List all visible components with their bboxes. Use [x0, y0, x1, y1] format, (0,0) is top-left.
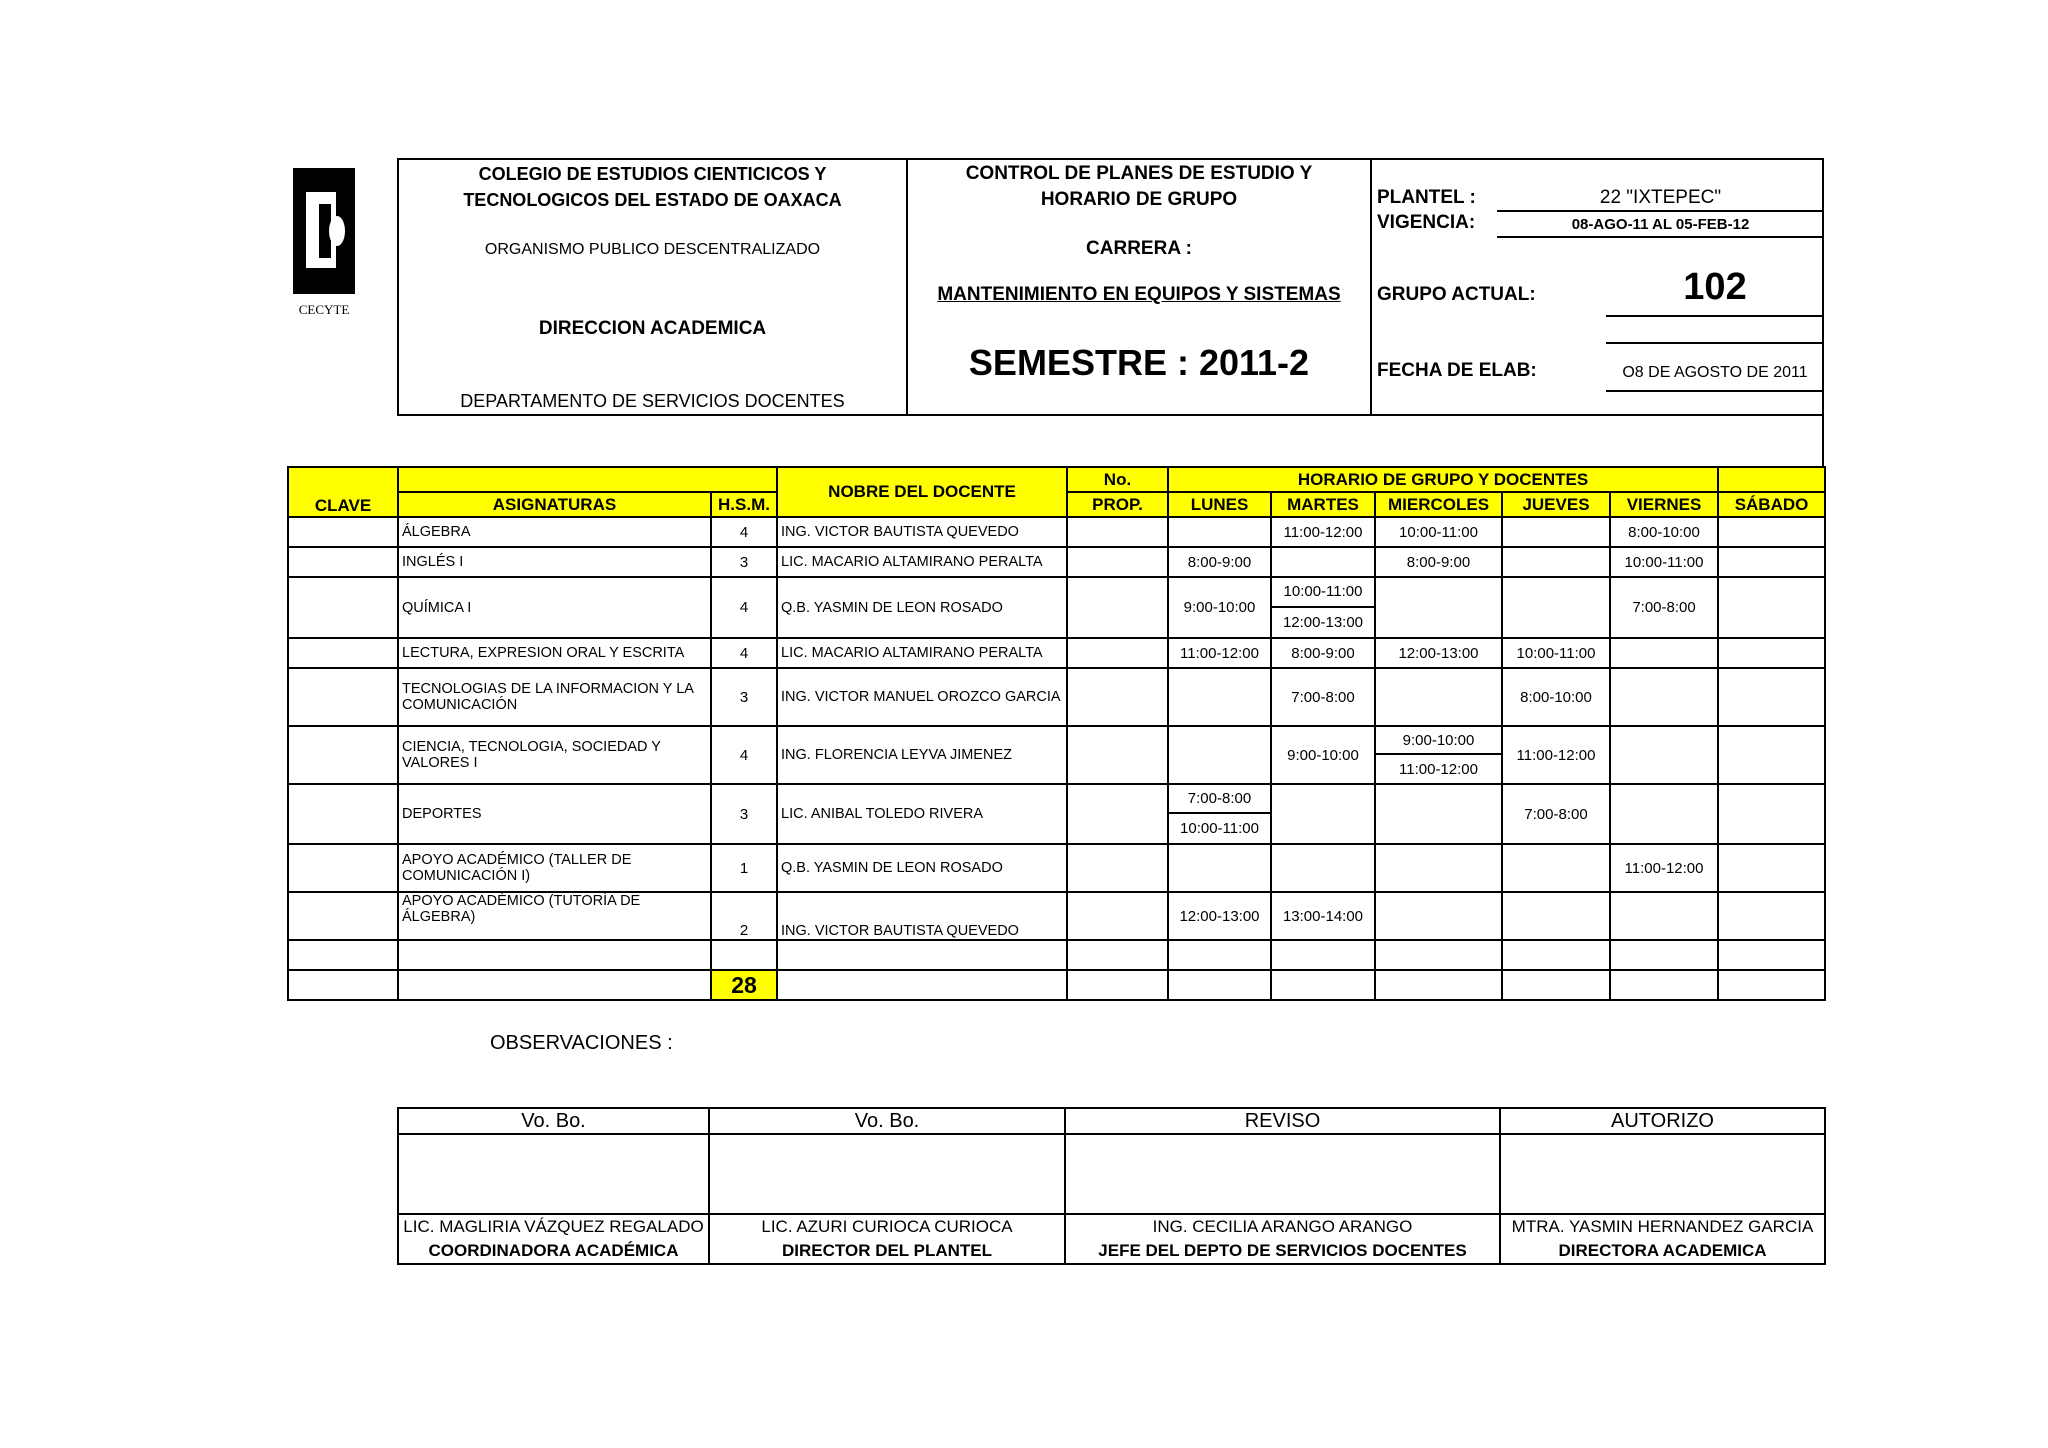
- signature-header: Vo. Bo.: [398, 1108, 709, 1134]
- prop-cell: [1067, 668, 1168, 726]
- jueves-cell: [1502, 892, 1610, 940]
- miercoles-slot-2: 11:00-12:00: [1399, 760, 1478, 778]
- jueves-cell: 7:00-8:00: [1502, 784, 1610, 844]
- lunes-cell: 11:00-12:00: [1168, 638, 1271, 668]
- asignatura-cell: ÁLGEBRA: [398, 517, 711, 547]
- signature-space: [1065, 1134, 1500, 1214]
- header-row-1: [288, 467, 1825, 492]
- clave-cell: [288, 726, 398, 784]
- jueves-cell: 8:00-10:00: [1502, 668, 1610, 726]
- sabado-cell: [1718, 577, 1825, 638]
- docente-cell: ING. VICTOR BAUTISTA QUEVEDO: [777, 517, 1067, 547]
- docente-cell: ING. VICTOR BAUTISTA QUEVEDO: [777, 892, 1067, 940]
- viernes-cell: 10:00-11:00: [1610, 547, 1718, 577]
- total-hsm: 28: [711, 970, 777, 1000]
- table-row: [288, 638, 1825, 668]
- viernes-cell: [1610, 892, 1718, 940]
- martes-slot-1: 10:00-11:00: [1272, 578, 1374, 608]
- signer-role: DIRECTOR DEL PLANTEL: [709, 1239, 1065, 1264]
- docente-cell: LIC. MACARIO ALTAMIRANO PERALTA: [777, 638, 1067, 668]
- lunes-cell: [1168, 726, 1271, 784]
- carrera-value: MANTENIMIENTO EN EQUIPOS Y SISTEMAS: [937, 284, 1341, 305]
- header-sabado: SÁBADO: [1718, 492, 1825, 517]
- title-line-1: CONTROL DE PLANES DE ESTUDIO Y: [965, 163, 1313, 184]
- prop-cell: [1067, 726, 1168, 784]
- asignatura-cell: CIENCIA, TECNOLOGIA, SOCIEDAD Y VALORES I: [398, 726, 711, 784]
- miercoles-slot-1: 9:00-10:00: [1376, 727, 1501, 755]
- martes-cell: 7:00-8:00: [1271, 668, 1375, 726]
- table-row: [288, 577, 1825, 638]
- clave-cell: [288, 784, 398, 844]
- signer-name: LIC. MAGLIRIA VÁZQUEZ REGALADO: [398, 1214, 709, 1239]
- prop-cell: [1067, 784, 1168, 844]
- sabado-cell: [1718, 892, 1825, 940]
- header-jueves: JUEVES: [1502, 492, 1610, 517]
- asignatura-cell: APOYO ACADÉMICO (TALLER DE COMUNICACIÓN I): [398, 844, 711, 892]
- lunes-cell: 9:00-10:00: [1168, 577, 1271, 638]
- jueves-cell: [1502, 844, 1610, 892]
- asignatura-cell: TECNOLOGIAS DE LA INFORMACION Y LA COMUNICACIÓN: [398, 668, 711, 726]
- clave-cell: [288, 844, 398, 892]
- sabado-cell: [1718, 638, 1825, 668]
- prop-cell: [1067, 638, 1168, 668]
- miercoles-cell: [1375, 668, 1502, 726]
- header-blank: [398, 467, 777, 492]
- signature-header: Vo. Bo.: [709, 1108, 1065, 1134]
- vigencia-value: 08-AGO-11 AL 05-FEB-12: [1571, 216, 1750, 233]
- martes-cell: 8:00-9:00: [1271, 638, 1375, 668]
- clave-cell: [288, 547, 398, 577]
- title-line-2: HORARIO DE GRUPO: [1040, 189, 1238, 210]
- table-row: [288, 517, 1825, 547]
- prop-cell: [1067, 517, 1168, 547]
- header-blank-sabado: [1718, 467, 1825, 492]
- martes-cell: 11:00-12:00: [1271, 517, 1375, 547]
- jueves-cell: [1502, 547, 1610, 577]
- asignatura-cell: QUÍMICA I: [398, 577, 711, 638]
- signer-role: JEFE DEL DEPTO DE SERVICIOS DOCENTES: [1065, 1239, 1500, 1264]
- lunes-cell: 8:00-9:00: [1168, 547, 1271, 577]
- prop-cell: [1067, 844, 1168, 892]
- table-row: [288, 547, 1825, 577]
- departamento-text: DEPARTAMENTO DE SERVICIOS DOCENTES: [460, 391, 845, 411]
- signer-name: MTRA. YASMIN HERNANDEZ GARCIA: [1500, 1214, 1825, 1239]
- viernes-cell: [1610, 668, 1718, 726]
- viernes-cell: 11:00-12:00: [1610, 844, 1718, 892]
- sabado-cell: [1718, 547, 1825, 577]
- lunes-cell: [1168, 517, 1271, 547]
- clave-cell: [288, 638, 398, 668]
- carrera-label: CARRERA :: [1086, 238, 1192, 259]
- grupo-value: 102: [1683, 266, 1747, 308]
- viernes-cell: [1610, 726, 1718, 784]
- header-lunes: LUNES: [1168, 492, 1271, 517]
- signature-role-row: [398, 1239, 1825, 1264]
- sabado-cell: [1718, 844, 1825, 892]
- header-asignaturas: ASIGNATURAS: [398, 492, 711, 517]
- miercoles-cell: [1375, 892, 1502, 940]
- docente-cell: Q.B. YASMIN DE LEON ROSADO: [777, 844, 1067, 892]
- hsm-cell: 3: [711, 668, 777, 726]
- martes-cell: [1271, 547, 1375, 577]
- martes-cell: [1271, 577, 1375, 638]
- lunes-slot-1: 7:00-8:00: [1169, 785, 1270, 814]
- signer-name: LIC. AZURI CURIOCA CURIOCA: [709, 1214, 1065, 1239]
- docente-cell: LIC. MACARIO ALTAMIRANO PERALTA: [777, 547, 1067, 577]
- signature-space: [398, 1134, 709, 1214]
- table-row-total: [288, 970, 1825, 1000]
- semestre-text: SEMESTRE : 2011-2: [968, 342, 1310, 383]
- signer-role: COORDINADORA ACADÉMICA: [398, 1239, 709, 1264]
- hsm-cell: 1: [711, 844, 777, 892]
- institution-line-1: COLEGIO DE ESTUDIOS CIENTICICOS Y: [478, 164, 827, 184]
- table-row: [288, 844, 1825, 892]
- jueves-cell: 10:00-11:00: [1502, 638, 1610, 668]
- direccion-text: DIRECCION ACADEMICA: [538, 318, 767, 339]
- vigencia-label: VIGENCIA:: [1377, 212, 1476, 233]
- table-row: [288, 784, 1825, 844]
- clave-cell: [288, 668, 398, 726]
- asignatura-cell: APOYO ACADÉMICO (TUTORÍA DE ÁLGEBRA): [398, 892, 711, 940]
- plantel-value: 22 "IXTEPEC": [1599, 187, 1722, 208]
- prop-cell: [1067, 892, 1168, 940]
- lunes-cell: [1168, 784, 1271, 844]
- fecha-value: O8 DE AGOSTO DE 2011: [1622, 364, 1808, 381]
- jueves-cell: 11:00-12:00: [1502, 726, 1610, 784]
- viernes-cell: [1610, 638, 1718, 668]
- asignatura-cell: LECTURA, EXPRESION ORAL Y ESCRITA: [398, 638, 711, 668]
- signature-header-row: [398, 1108, 1825, 1134]
- sabado-cell: [1718, 517, 1825, 547]
- hsm-cell: 4: [711, 577, 777, 638]
- hsm-cell: 4: [711, 517, 777, 547]
- signature-table: [397, 1107, 1826, 1265]
- asignatura-cell: DEPORTES: [398, 784, 711, 844]
- miercoles-cell: 10:00-11:00: [1375, 517, 1502, 547]
- signature-header: REVISO: [1065, 1108, 1500, 1134]
- docente-cell: Q.B. YASMIN DE LEON ROSADO: [777, 577, 1067, 638]
- fecha-label: FECHA DE ELAB:: [1377, 360, 1537, 381]
- miercoles-cell: 12:00-13:00: [1375, 638, 1502, 668]
- header-horario: HORARIO DE GRUPO Y DOCENTES: [1168, 467, 1718, 492]
- lunes-slot-2: 10:00-11:00: [1180, 820, 1259, 837]
- hsm-cell: 3: [711, 547, 777, 577]
- header-miercoles: MIERCOLES: [1375, 492, 1502, 517]
- miercoles-cell: [1375, 784, 1502, 844]
- viernes-cell: 8:00-10:00: [1610, 517, 1718, 547]
- jueves-cell: [1502, 577, 1610, 638]
- header-viernes: VIERNES: [1610, 492, 1718, 517]
- header-docente: NOBRE DEL DOCENTE: [777, 467, 1067, 517]
- miercoles-cell: [1375, 577, 1502, 638]
- schedule-table: [287, 466, 1826, 1001]
- logo-caption: CECYTE: [298, 302, 350, 317]
- jueves-cell: [1502, 517, 1610, 547]
- martes-cell: 13:00-14:00: [1271, 892, 1375, 940]
- institution-line-2: TECNOLOGICOS DEL ESTADO DE OAXACA: [463, 190, 842, 210]
- table-row: [288, 726, 1825, 784]
- docente-cell: ING. VICTOR MANUEL OROZCO GARCIA: [777, 668, 1067, 726]
- hsm-cell: 4: [711, 638, 777, 668]
- signer-role: DIRECTORA ACADEMICA: [1500, 1239, 1825, 1264]
- signature-name-row: [398, 1214, 1825, 1239]
- document-title: [908, 161, 1370, 213]
- hsm-cell: 4: [711, 726, 777, 784]
- signature-space: [1500, 1134, 1825, 1214]
- clave-cell: [288, 577, 398, 638]
- header-martes: MARTES: [1271, 492, 1375, 517]
- table-row-empty: [288, 940, 1825, 970]
- table-row: [288, 892, 1825, 940]
- header-clave: CLAVE: [288, 467, 398, 517]
- lunes-cell: 12:00-13:00: [1168, 892, 1271, 940]
- miercoles-cell: 8:00-9:00: [1375, 547, 1502, 577]
- miercoles-cell: [1375, 844, 1502, 892]
- miercoles-cell: [1375, 726, 1502, 784]
- cecyte-logo-icon: [293, 168, 355, 294]
- table-row: [288, 668, 1825, 726]
- lunes-cell: [1168, 668, 1271, 726]
- organismo-text: ORGANISMO PUBLICO DESCENTRALIZADO: [484, 241, 821, 258]
- document-header: [397, 158, 1824, 416]
- signature-space-row: [398, 1134, 1825, 1214]
- header-prop: PROP.: [1067, 492, 1168, 517]
- clave-cell: [288, 892, 398, 940]
- martes-cell: [1271, 844, 1375, 892]
- header-hsm: H.S.M.: [711, 492, 777, 517]
- sabado-cell: [1718, 726, 1825, 784]
- hsm-cell: 3: [711, 784, 777, 844]
- signature-header: AUTORIZO: [1500, 1108, 1825, 1134]
- viernes-cell: 7:00-8:00: [1610, 577, 1718, 638]
- prop-cell: [1067, 547, 1168, 577]
- docente-cell: ING. FLORENCIA LEYVA JIMENEZ: [777, 726, 1067, 784]
- signature-space: [709, 1134, 1065, 1214]
- plantel-label: PLANTEL :: [1377, 187, 1476, 208]
- viernes-cell: [1610, 784, 1718, 844]
- sabado-cell: [1718, 784, 1825, 844]
- signer-name: ING. CECILIA ARANGO ARANGO: [1065, 1214, 1500, 1239]
- hsm-cell: 2: [711, 892, 777, 940]
- prop-cell: [1067, 577, 1168, 638]
- martes-cell: [1271, 784, 1375, 844]
- header-no: No.: [1067, 467, 1168, 492]
- martes-slot-2: 12:00-13:00: [1282, 613, 1364, 631]
- sabado-cell: [1718, 668, 1825, 726]
- grupo-label: GRUPO ACTUAL:: [1377, 284, 1536, 305]
- observaciones-label: OBSERVACIONES :: [490, 1032, 673, 1054]
- lunes-cell: [1168, 844, 1271, 892]
- clave-cell: [288, 517, 398, 547]
- institution-name: [399, 161, 906, 213]
- martes-cell: 9:00-10:00: [1271, 726, 1375, 784]
- asignatura-cell: INGLÉS I: [398, 547, 711, 577]
- docente-cell: LIC. ANIBAL TOLEDO RIVERA: [777, 784, 1067, 844]
